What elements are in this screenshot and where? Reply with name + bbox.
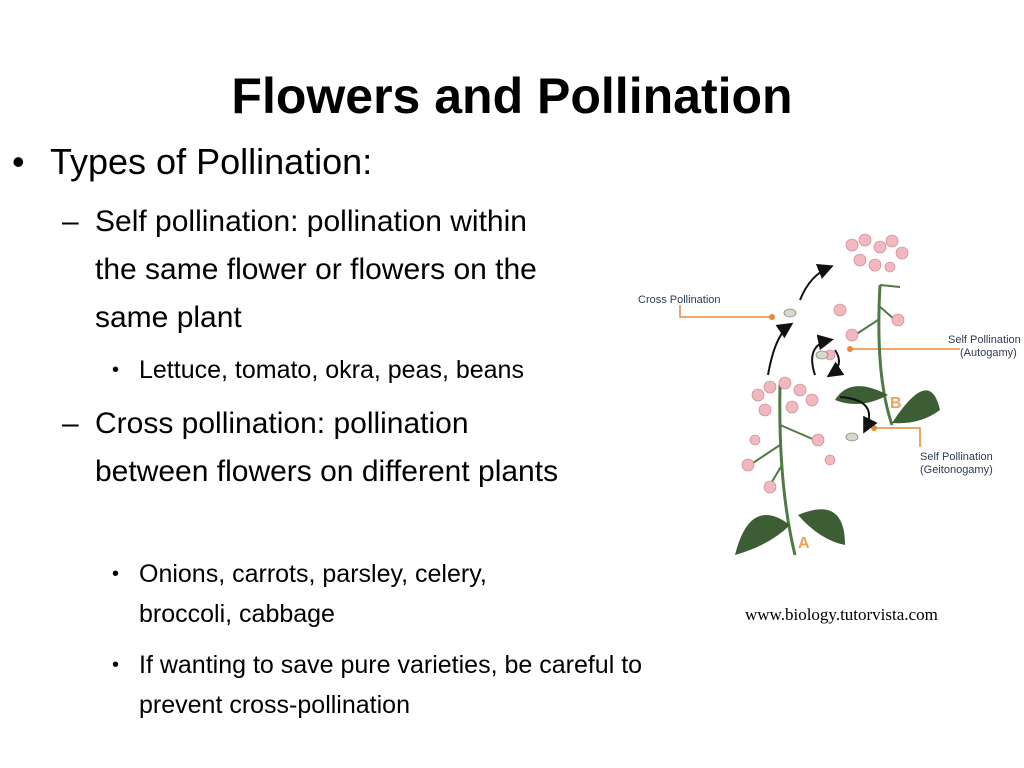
label-line: (Geitonogamy) bbox=[920, 464, 993, 476]
plant-a-label: A bbox=[798, 535, 810, 552]
dash-icon: – bbox=[62, 205, 79, 238]
label-cross-pollination: Cross Pollination bbox=[638, 294, 721, 306]
bullet-icon: • bbox=[112, 654, 120, 676]
label-line: (Autogamy) bbox=[959, 347, 1017, 359]
leader-line-geitonogamy bbox=[874, 428, 920, 447]
sub-bullet-text: Self pollination: pollination within the same flower or flowers on the same plant bbox=[95, 205, 537, 334]
example-self-pollination bbox=[112, 350, 639, 390]
insect-icons bbox=[784, 309, 858, 441]
image-credit: www.biology.tutorvista.com bbox=[745, 605, 938, 624]
sub-bullet-text: Cross pollination: pollination between flowers on different plants bbox=[95, 407, 559, 488]
dash-icon: – bbox=[62, 407, 79, 440]
leader-dot bbox=[769, 314, 775, 320]
note-pure-varieties bbox=[112, 645, 669, 725]
bullet-types-of-pollination bbox=[12, 138, 372, 186]
plant-a bbox=[735, 377, 845, 555]
bullet-icon: • bbox=[112, 359, 120, 381]
bullet-text: Types of Pollination: bbox=[50, 141, 373, 182]
pollination-diagram bbox=[630, 225, 1024, 645]
sub-bullet-cross-pollination bbox=[62, 400, 575, 496]
pollination-illustration bbox=[630, 225, 1024, 645]
leader-dot bbox=[871, 425, 877, 431]
label-self-geitonogamy bbox=[920, 451, 993, 477]
bullet-icon: • bbox=[112, 563, 120, 585]
label-line: Self Pollination bbox=[948, 334, 1021, 346]
leader-dot bbox=[847, 346, 853, 352]
plant-b-label: B bbox=[890, 395, 902, 412]
arrow-cross-upper bbox=[800, 267, 830, 300]
sub-bullet-self-pollination bbox=[62, 198, 575, 342]
example-text: Lettuce, tomato, okra, peas, beans bbox=[139, 356, 524, 384]
slide-title: Flowers and Pollination bbox=[231, 68, 793, 124]
label-line: Self Pollination bbox=[920, 451, 993, 463]
example-text: Onions, carrots, parsley, celery, broccoli, cabbage bbox=[139, 560, 487, 628]
example-cross-pollination bbox=[112, 554, 579, 634]
arrow-cross-lower bbox=[768, 325, 790, 375]
note-text: If wanting to save pure varieties, be careful to prevent cross-pollination bbox=[139, 651, 643, 719]
label-self-autogamy bbox=[948, 334, 1021, 360]
bullet-icon: • bbox=[12, 141, 25, 182]
